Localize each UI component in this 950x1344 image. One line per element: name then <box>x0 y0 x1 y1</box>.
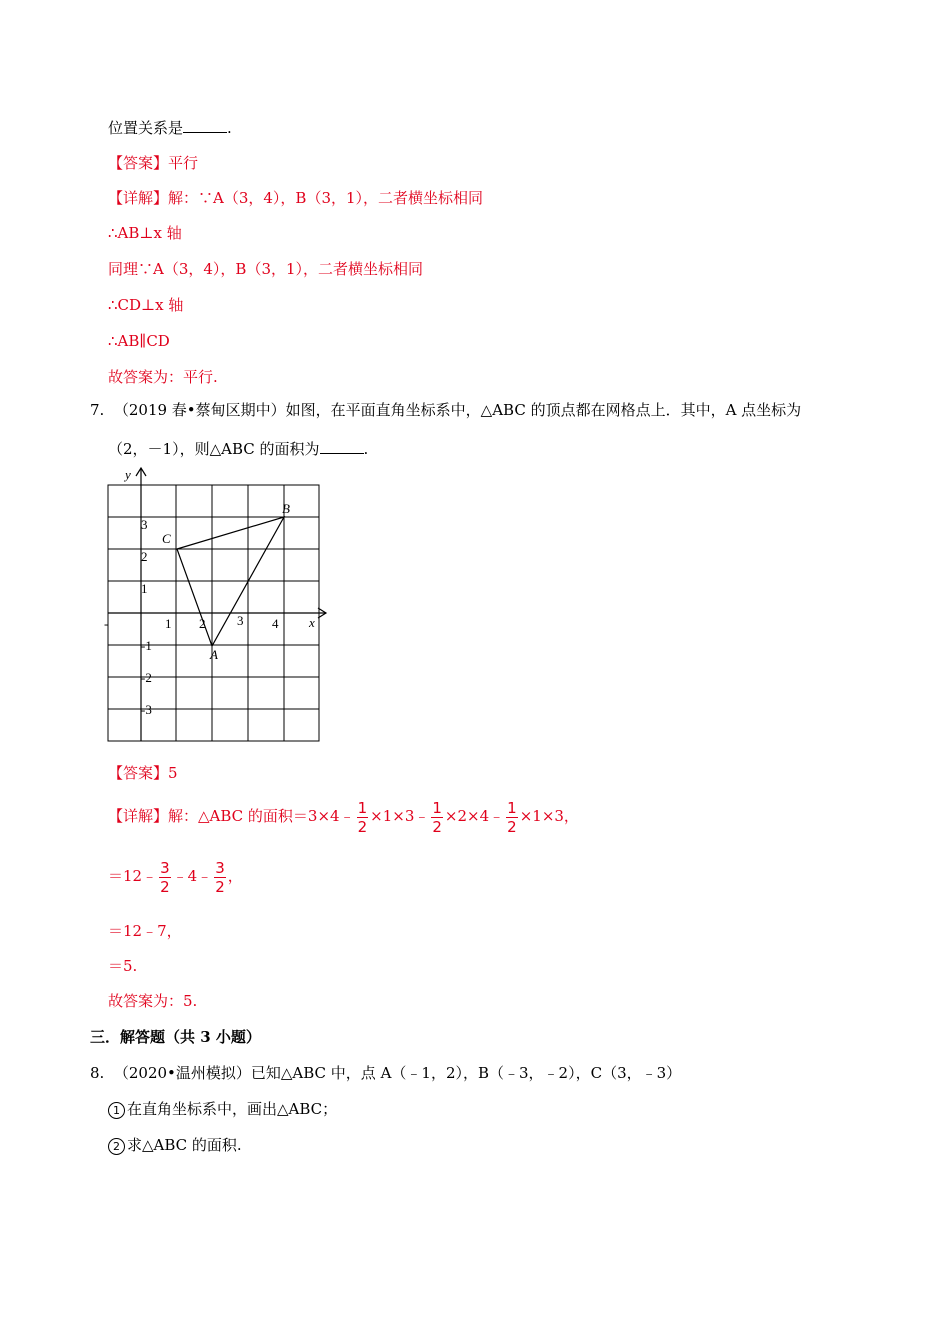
q8-sub1: 1 在直角坐标系中，画出△ABC； <box>108 1099 337 1119</box>
q6-detail-line1: 【详解】解：∵A（3，4），B（3，1），二者横坐标相同 <box>108 189 484 207</box>
answer-label: 【答案】 <box>108 764 169 782</box>
question-number: 7. <box>90 401 105 419</box>
q6-detail-line2: ∴AB⊥x 轴 <box>108 224 182 242</box>
q8-sub2: 2 求△ABC 的面积. <box>108 1135 242 1155</box>
circled-number-2: 2 <box>108 1138 125 1155</box>
answer-label: 【答案】 <box>108 154 169 172</box>
q6-detail-line5: ∴AB∥CD <box>108 332 170 350</box>
q7-step2: ＝12﹣ $\frac{3}{2}$ ﹣4﹣ $\frac{3}{2}$ ， <box>108 858 243 896</box>
coordinate-grid-figure <box>100 462 335 747</box>
y-tick-3: 3 <box>141 517 148 532</box>
section-title: 三．解答题（共 3 小题） <box>90 1028 261 1046</box>
x-axis-label: x <box>309 615 315 630</box>
fraction-half: $\frac{1}{2}$ <box>432 798 442 836</box>
q7-conclusion: 故答案为：5. <box>108 992 198 1010</box>
question-source: （2019 春•蔡甸区期中） <box>113 401 286 419</box>
y-tick-1: 1 <box>141 581 148 596</box>
axes <box>108 468 326 741</box>
answer-blank <box>183 118 227 133</box>
q8-text: 8. （2020•温州模拟）已知△ABC 中，点 A（﹣1，2），B（﹣3，﹣2），C（3，﹣3） <box>90 1064 682 1082</box>
q7-answer <box>108 763 178 783</box>
q7-text-line2: （2，－1），则△ABC 的面积为 . <box>108 440 369 458</box>
q6-tail: 位置关系是 . <box>108 119 232 137</box>
point-label-a: A <box>210 647 218 662</box>
y-tick-neg3: -3 <box>141 702 152 717</box>
fraction-three-halves: $\frac{3}{2}$ <box>215 858 225 896</box>
y-tick-2: 2 <box>141 549 148 564</box>
q6-conclusion: 故答案为：平行. <box>108 368 218 386</box>
point-label-b: B <box>282 501 290 516</box>
y-tick-neg2: -2 <box>141 670 152 685</box>
q6-detail-line3: 同理∵A（3，4），B（3，1），二者横坐标相同 <box>108 260 424 278</box>
circled-number-1: 1 <box>108 1102 125 1119</box>
fraction-three-halves: $\frac{3}{2}$ <box>160 858 170 896</box>
question-source: （2020•温州模拟） <box>113 1064 251 1082</box>
fraction-half: $\frac{1}{2}$ <box>357 798 368 836</box>
q7-detail-calc: 【详解】解：△ABC 的面积＝3×4﹣ $\frac{1}{2}$ ×1×3﹣ $\frac{1}{2}$ ×2×4﹣ $\frac{1}{2}$ ×1×3， <box>108 798 579 836</box>
x-tick-3: 3 <box>237 613 244 628</box>
question-number: 8. <box>90 1064 105 1082</box>
q7-step4: ＝5. <box>108 957 138 975</box>
point-label-c: C <box>162 531 171 546</box>
answer-blank <box>320 439 364 454</box>
q6-detail-line4: ∴CD⊥x 轴 <box>108 296 184 314</box>
x-tick-2: 2 <box>199 616 206 631</box>
x-tick-1: 1 <box>165 616 172 631</box>
answer-value: 5 <box>168 764 178 782</box>
q7-text-line1: 7. （2019 春•蔡甸区期中）如图，在平面直角坐标系中，△ABC 的顶点都在网格点上．其中，A 点坐标为 <box>90 401 802 419</box>
origin-mark: - <box>104 616 109 631</box>
answer-value: 平行 <box>168 154 199 172</box>
y-tick-neg1: -1 <box>141 638 152 653</box>
fraction-half: $\frac{1}{2}$ <box>507 798 517 836</box>
y-axis-label: y <box>125 467 131 482</box>
q6-answer <box>108 153 198 173</box>
q7-step3: ＝12﹣7， <box>108 922 182 940</box>
x-tick-4: 4 <box>272 616 279 631</box>
